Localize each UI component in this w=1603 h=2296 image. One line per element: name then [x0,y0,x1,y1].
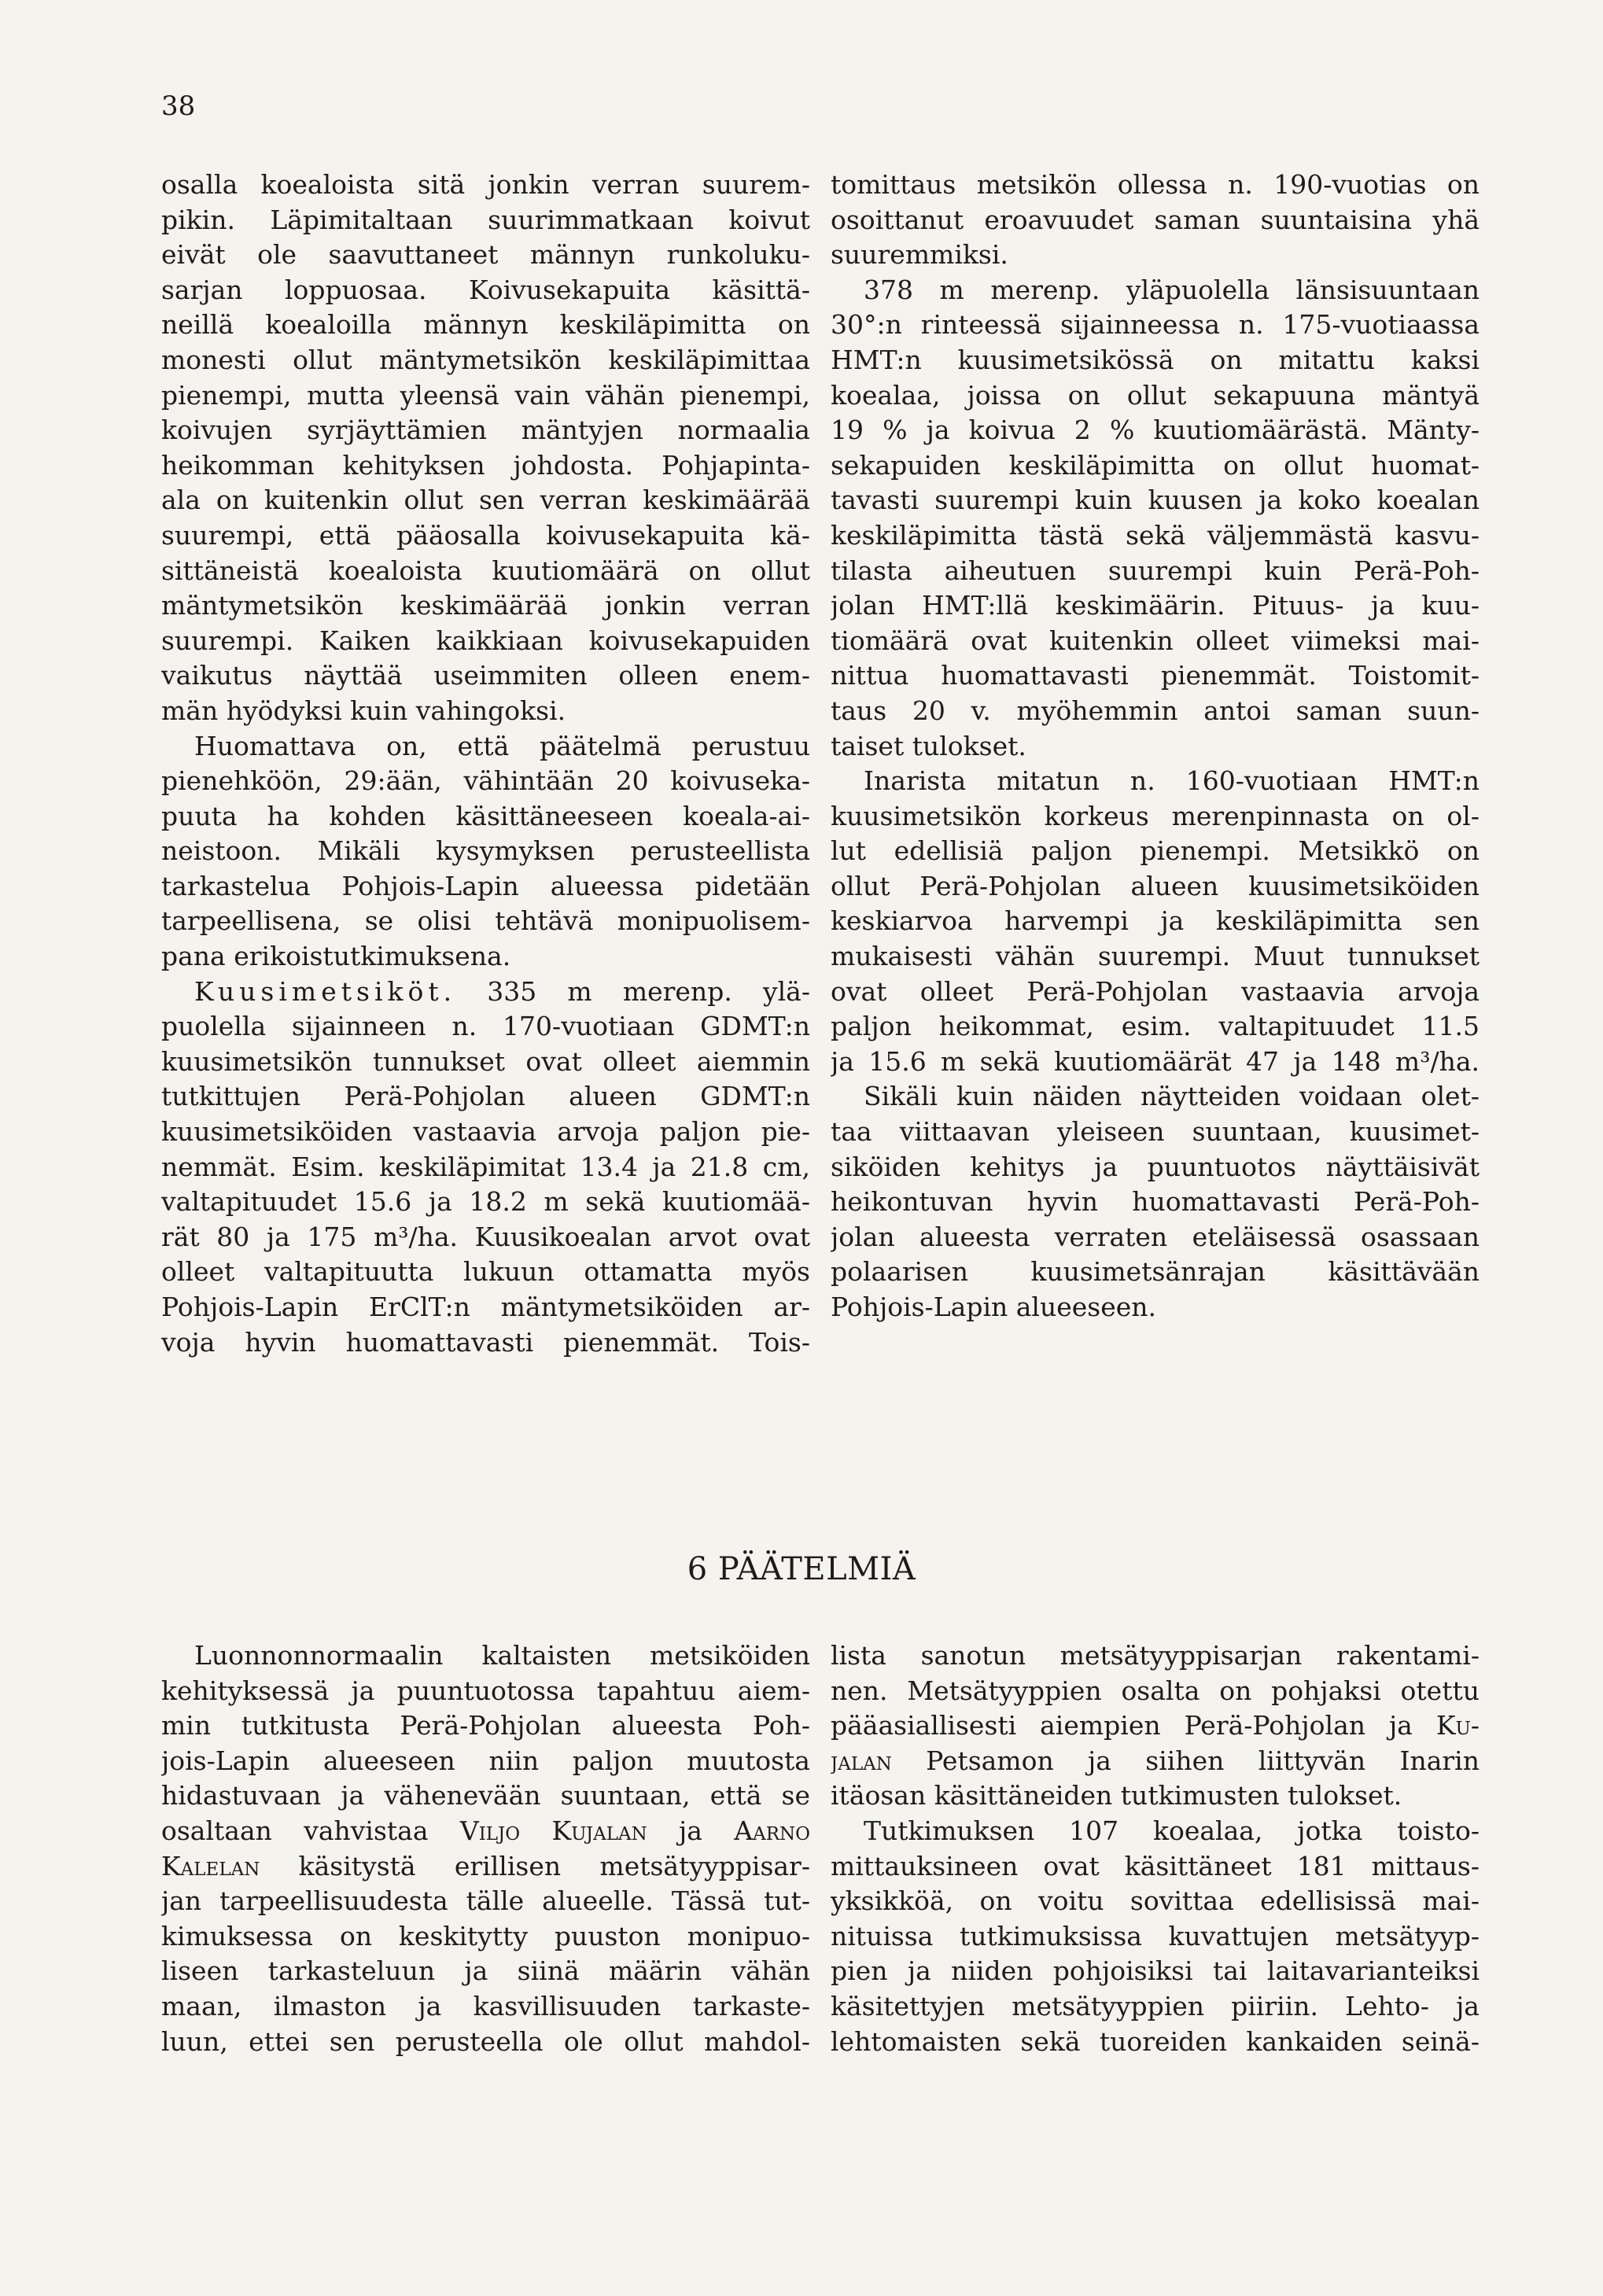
text-line [831,518,1480,554]
text-line [831,694,1480,729]
text-run: nen. Metsätyyppien osalta on pohjaksi otettu [831,1675,1480,1706]
text-line [831,658,1480,694]
text-run: pikin. Läpimitaltaan suurimmatkaan koivut [161,204,810,235]
text-run: osalla koealoista sitä jonkin verran suurem- [161,169,810,200]
text-line [831,1744,1480,1779]
text-line [831,2025,1480,2060]
text-run: vaikutus näyttää useimmiten olleen enem- [161,660,810,691]
text-run: osaltaan vahvistaa [161,1815,460,1846]
text-line [161,1079,810,1115]
text-line [831,343,1480,378]
text-run: tilasta aiheutuen suurempi kuin Perä-Poh- [831,555,1480,586]
text-run: pien ja niiden pohjoisiksi tai laitavarianteiksi [831,1955,1480,1987]
text-line [831,1079,1480,1115]
text-run: lista sanotun metsätyyppisarjan rakentami- [831,1640,1480,1671]
top-left-column [161,168,810,1360]
text-run: puuta ha kohden käsittäneeseen koeala-ai- [161,800,810,831]
text-run: kuusimetsikön tunnukset ovat olleet aiemmin [161,1045,810,1077]
text-run: jolan alueesta verraten eteläisessä osassaan [831,1221,1480,1252]
text-run: tarpeellisena, se olisi tehtävä monipuolisem- [161,905,810,937]
text-line [831,308,1480,343]
text-run: liseen tarkasteluun ja siinä määrin vähän [161,1955,810,1987]
text-run: mukaisesti vähän suurempi. Muut tunnukset [831,941,1480,972]
text-run: Inarista mitatun n. 160-vuotiaan HMT:n [864,765,1480,797]
text-line [831,203,1480,238]
text-line [161,975,810,1010]
text-line [831,624,1480,659]
text-run: ovat olleet Perä-Pohjolan vastaavia arvoja [831,975,1480,1007]
text-line [831,1150,1480,1185]
text-line [161,238,810,273]
text-line [161,588,810,624]
text-line [831,1919,1480,1955]
text-run: kuusimetsikön korkeus merenpinnasta on ol- [831,800,1480,831]
text-line [831,1708,1480,1744]
text-line [161,518,810,554]
text-line [831,975,1480,1010]
text-run: lehtomaisten sekä tuoreiden kankaiden seinä- [831,2025,1480,2057]
page-number: 38 [161,90,196,122]
text-run: suurempi. Kaiken kaikkiaan koivusekapuiden [161,625,810,656]
text-run: kimuksessa on keskitytty puuston monipuo- [161,1920,810,1951]
text-run: 30°:n rinteessä sijainneessa n. 175-vuotiaassa [831,309,1480,341]
bottom-right-column [831,1638,1480,2059]
text-line [831,869,1480,905]
text-run: rät 80 ja 175 m³/ha. Kuusikoealan arvot ovat [161,1221,810,1252]
text-line [161,1744,810,1779]
text-run: koealaa, joissa on ollut sekapuuna mäntyä [831,379,1480,411]
text-run: ja 15.6 m sekä kuutiomäärät 47 ja 148 m³/ha. [831,1045,1480,1077]
text-run: ollut Perä-Pohjolan alueen kuusimetsiköiden [831,870,1480,901]
text-line [831,729,1480,765]
text-run: nituissa tutkimuksissa kuvattujen metsätyyp- [831,1920,1480,1951]
text-line [831,168,1480,203]
text-run: ja [647,1815,735,1846]
text-run: min tutkitusta Perä-Pohjolan alueesta Poh- [161,1710,810,1741]
text-line [831,764,1480,799]
text-run: 378 m merenp. yläpuolella länsisuuntaan [864,274,1480,305]
text-run: tutkittujen Perä-Pohjolan alueen GDMT:n [161,1081,810,1112]
text-run: ala on kuitenkin ollut sen verran keskimäärää [161,485,810,516]
text-run: tiomäärä ovat kuitenkin olleet viimeksi mai- [831,625,1480,656]
text-run: keskiläpimitta tästä sekä väljemmästä kasvu- [831,519,1480,551]
section-heading: 6 PÄÄTELMIÄ [687,1551,916,1587]
text-line [161,624,810,659]
text-line [831,273,1480,308]
text-run: eivät ole saavuttaneet männyn runkoluku- [161,239,810,271]
text-run: siköiden kehitys ja puuntuotos näyttäisivät [831,1151,1480,1182]
text-line [161,1150,810,1185]
text-run: Petsamon ja siihen liittyvän Inarin [891,1745,1480,1776]
text-run: heikontuvan hyvin huomattavasti Perä-Poh- [831,1186,1480,1218]
text-run: pana erikoistutkimuksena. [161,941,511,972]
text-run: neistoon. Mikäli kysymyksen perusteellista [161,835,810,867]
text-line [161,904,810,939]
text-line [831,483,1480,518]
text-line [831,939,1480,975]
text-line [831,1989,1480,2025]
text-line [831,378,1480,414]
text-line [831,1185,1480,1220]
text-line [831,1674,1480,1709]
text-run: Pohjois-Lapin ErClT:n mäntymetsiköiden ar- [161,1292,810,1322]
author-name: Aarno [734,1815,810,1846]
text-line [831,448,1480,484]
text-run: heikomman kehityksen johdosta. Pohjapinta- [161,449,810,481]
author-name: Kalelan [161,1850,260,1881]
text-line [161,1954,810,1989]
text-line [161,869,810,905]
text-run: pienehköön, 29:ään, vähintään 20 koivuseka- [161,765,810,797]
text-run: voja hyvin huomattavasti pienemmät. Tois- [161,1326,810,1358]
text-line [161,168,810,203]
text-line [831,904,1480,939]
text-line [161,1009,810,1045]
bottom-left-column [161,1638,810,2059]
text-line [831,1814,1480,1849]
text-run: mäntymetsikön keskimäärää jonkin verran [161,590,810,621]
text-line [831,413,1480,448]
text-line [161,764,810,799]
text-line [161,939,810,975]
text-run: taa viittaavan yleiseen suuntaan, kuusimet- [831,1116,1480,1148]
text-run: lut edellisiä paljon pienempi. Metsikkö on [831,835,1480,867]
text-run: män hyödyksi kuin vahingoksi. [161,695,566,726]
text-run: sarjan loppuosaa. Koivusekapuita käsittä- [161,274,810,305]
text-line [831,588,1480,624]
text-line [831,1638,1480,1674]
text-run: tavasti suurempi kuin kuusen ja koko koealan [831,485,1480,516]
text-line [831,1220,1480,1255]
text-run: yksikköä, on voitu sovittaa edellisissä mai- [831,1885,1480,1917]
text-run: kehityksessä ja puuntuotossa tapahtuu aiem- [161,1675,810,1706]
text-run: jolan HMT:llä keskimäärin. Pituus- ja kuu- [831,590,1480,621]
text-run: koivujen syrjäyttämien mäntyjen normaalia [161,415,810,446]
text-run: Sikäli kuin näiden näytteiden voidaan olet- [864,1081,1480,1112]
text-line [161,2025,810,2060]
text-line [831,238,1480,273]
text-line [831,799,1480,835]
text-run: nittua huomattavasti pienemmät. Toistomit- [831,660,1480,691]
text-run: keskiarvoa harvempi ja keskiläpimitta sen [831,905,1480,937]
text-run: 19 % ja koivua 2 % kuutiomäärästä. Mänty- [831,415,1480,446]
top-right-column [831,168,1480,1325]
text-run: taus 20 v. myöhemmin antoi saman suun- [831,695,1480,726]
text-run: mittauksineen ovat käsittäneet 181 mittaus- [831,1850,1480,1881]
text-run: tomittaus metsikön ollessa n. 190-vuotias on [831,169,1480,200]
text-run: osoittanut eroavuudet saman suuntaisina yhä [831,204,1480,235]
text-line [161,1778,810,1814]
text-line [161,1989,810,2025]
text-line [161,694,810,729]
text-line [831,1290,1480,1325]
text-run: Pohjois-Lapin alueeseen. [831,1292,1157,1322]
text-line [161,1919,810,1955]
text-line [161,658,810,694]
text-line [831,1009,1480,1045]
text-line [161,413,810,448]
text-run: puolella sijainneen n. 170-vuotiaan GDMT:n [161,1011,810,1042]
text-run: polaarisen kuusimetsänrajan käsittävään [831,1256,1480,1288]
text-run: kuusimetsiköiden vastaavia arvoja paljon pie- [161,1116,810,1148]
text-run: suuremmiksi. [831,239,1008,271]
text-line [161,1884,810,1919]
text-line [831,1954,1480,1989]
text-run: sekapuiden keskiläpimitta on ollut huomat- [831,449,1480,481]
text-run: valtapituudet 15.6 ja 18.2 m sekä kuutiomää- [161,1186,810,1218]
text-line [161,1185,810,1220]
text-line [161,1220,810,1255]
author-name: Ku- [1435,1710,1480,1741]
text-line [831,1849,1480,1885]
text-line [161,1638,810,1674]
text-line [161,1325,810,1361]
text-run: Tutkimuksen 107 koealaa, jotka toisto- [864,1815,1480,1846]
text-line [161,203,810,238]
text-line [161,483,810,518]
text-line [161,1045,810,1080]
text-run: taiset tulokset. [831,730,1026,761]
text-line [161,378,810,414]
text-run: neillä koealoilla männyn keskiläpimitta on [161,309,810,341]
text-line [161,1255,810,1290]
text-run: nemmät. Esim. keskiläpimitat 13.4 ja 21.8 cm, [161,1151,810,1182]
text-run: hidastuvaan ja vähenevään suuntaan, että se [161,1780,810,1811]
text-run: monesti ollut mäntymetsikön keskiläpimittaa [161,344,810,375]
text-line [161,1290,810,1325]
text-line [831,1045,1480,1080]
text-run: 335 m merenp. ylä- [456,975,810,1007]
text-run: luun, ettei sen perusteella ole ollut mahdol- [161,2025,810,2057]
text-line [831,1884,1480,1919]
author-name: Viljo Kujalan [459,1815,647,1846]
text-line [161,1814,810,1849]
text-run: pääasiallisesti aiempien Perä-Pohjolan ja [831,1710,1436,1741]
text-run: Luonnonnormaalin kaltaisten metsiköiden [194,1640,810,1671]
text-run: paljon heikommat, esim. valtapituudet 11.5 [831,1011,1480,1042]
text-line [161,1115,810,1150]
text-line [161,554,810,589]
text-run: jan tarpeellisuudesta tälle alueelle. Tässä tut- [161,1885,810,1917]
text-line [831,554,1480,589]
text-line [831,834,1480,869]
text-run: käsitystä erillisen metsätyyppisar- [260,1850,810,1881]
spaced-heading: Kuusimetsiköt. [194,975,457,1007]
author-name: jalan [831,1745,892,1776]
text-line [831,1115,1480,1150]
text-line [161,308,810,343]
text-line [161,273,810,308]
text-line [161,1674,810,1709]
text-line [161,834,810,869]
text-run: sittäneistä koealoista kuutiomäärä on ollut [161,555,810,586]
text-line [161,1708,810,1744]
text-line [161,343,810,378]
text-run: pienempi, mutta yleensä vain vähän pienempi, [161,379,810,411]
text-run: itäosan käsittäneiden tutkimusten tulokset. [831,1780,1402,1811]
text-line [161,1849,810,1885]
text-run: käsitettyjen metsätyyppien piiriin. Lehto- ja [831,1990,1480,2021]
text-run: suurempi, että pääosalla koivusekapuita kä- [161,519,810,551]
text-run: jois-Lapin alueeseen niin paljon muutosta [161,1745,810,1776]
text-line [831,1778,1480,1814]
text-run: Huomattava on, että päätelmä perustuu [194,730,810,761]
text-run: HMT:n kuusimetsikössä on mitattu kaksi [831,344,1480,375]
text-line [161,729,810,765]
text-run: olleet valtapituutta lukuun ottamatta myös [161,1256,810,1288]
text-run: tarkastelua Pohjois-Lapin alueessa pidetään [161,870,810,901]
text-line [161,448,810,484]
text-line [831,1255,1480,1290]
text-line [161,799,810,835]
text-run: maan, ilmaston ja kasvillisuuden tarkaste- [161,1990,810,2021]
